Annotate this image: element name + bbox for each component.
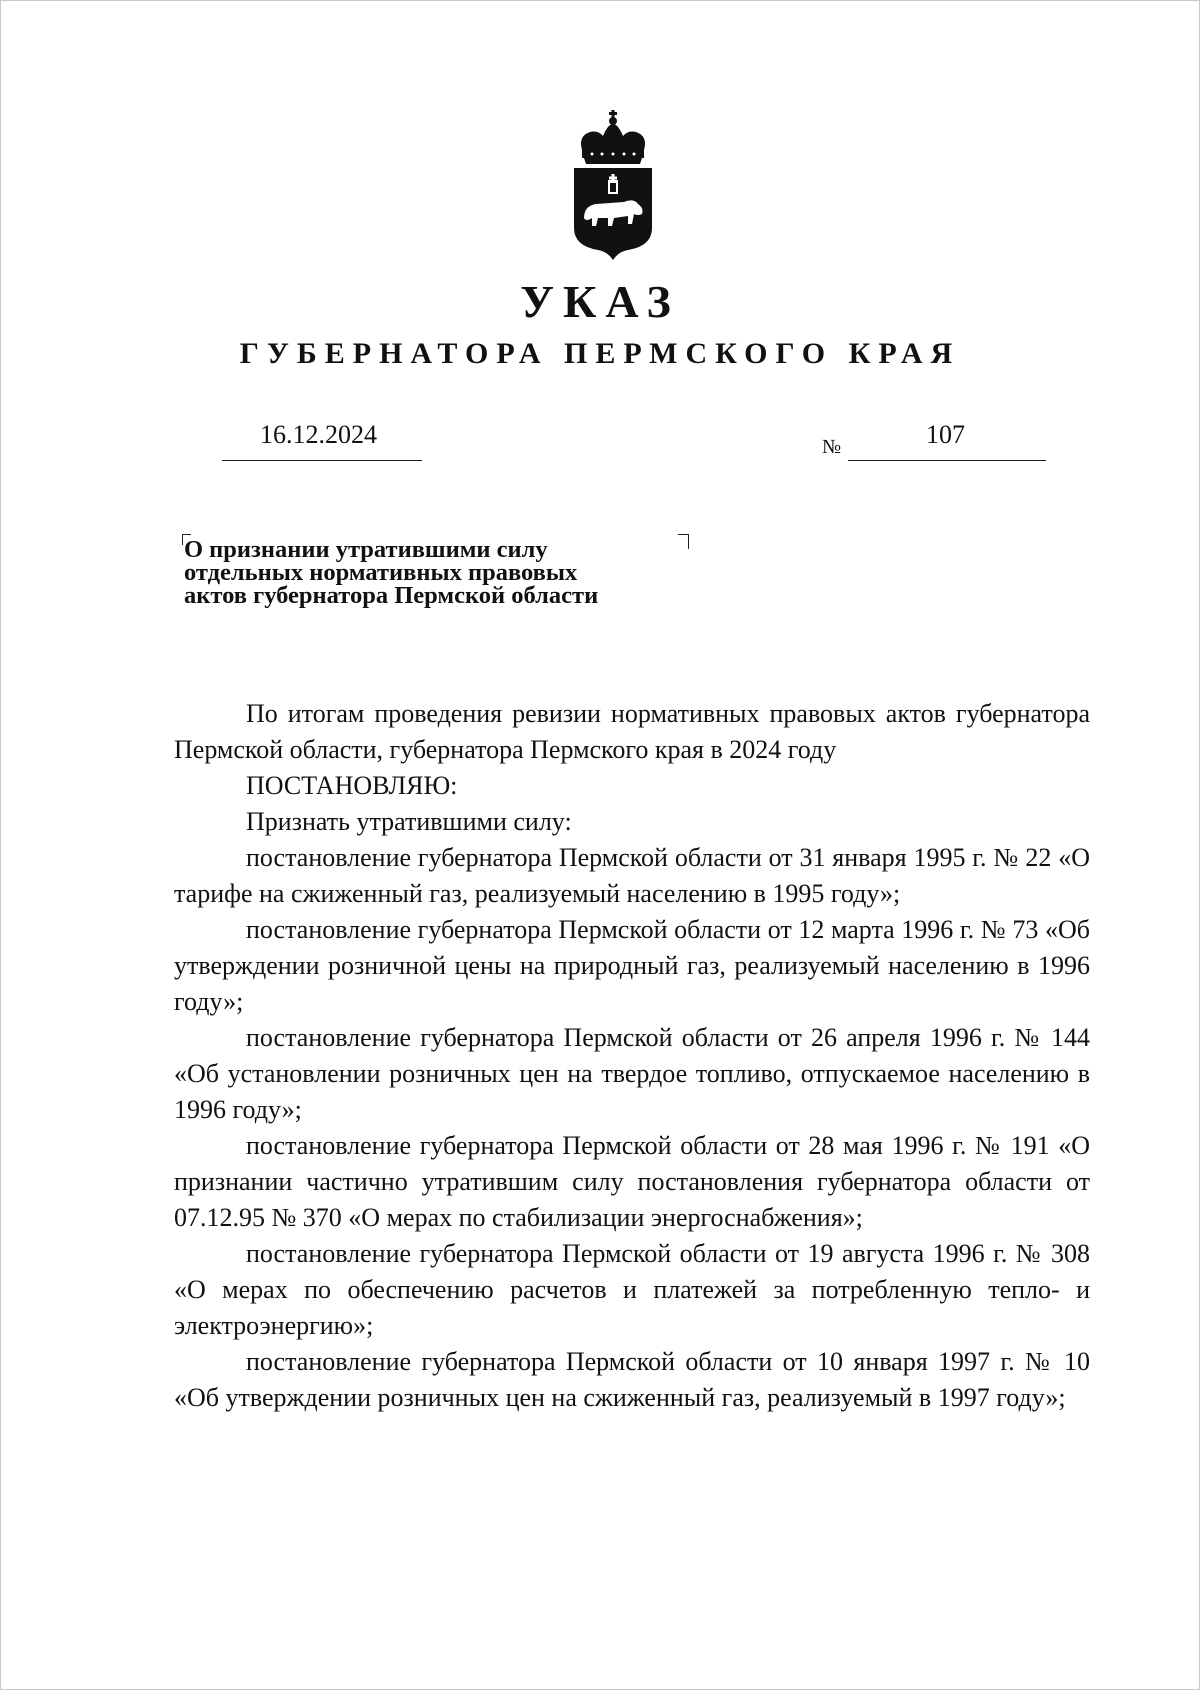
date-underline <box>222 460 422 461</box>
document-subtitle: ГУБЕРНАТОРА ПЕРМСКОГО КРАЯ <box>239 337 961 370</box>
repealed-act-item: постановление губернатора Пермской области от 28 мая 1996 г. № 191 «О признании частично утратившим силу постановления губернатора области от 07.12.95 № 370 «О мерах по стабилизации энергоснабжения»; <box>174 1131 1090 1232</box>
decree-body <box>174 696 1090 1416</box>
heading-line: О признании утратившими силу <box>184 536 548 563</box>
number-underline <box>848 460 1046 461</box>
heading-line: отдельных нормативных правовых <box>184 559 578 586</box>
decree-word: ПОСТАНОВЛЯЮ: <box>246 771 458 800</box>
repealed-act-item: постановление губернатора Пермской области от 26 апреля 1996 г. № 144 «Об установлении розничных цен на твердое топливо, отпускаемое населению в 1996 году»; <box>174 1023 1090 1124</box>
repealed-act-item: постановление губернатора Пермской области от 19 августа 1996 г. № 308 «О мерах по обеспечению расчетов и платежей за потребленную тепло- и электроэнергию»; <box>174 1239 1090 1340</box>
repealed-act-item: постановление губернатора Пермской области от 31 января 1995 г. № 22 «О тарифе на сжиженный газ, реализуемый населению в 1995 году»; <box>174 843 1090 908</box>
decree-heading <box>184 538 704 607</box>
decree-number: 107 <box>926 420 965 449</box>
decree-date: 16.12.2024 <box>260 420 377 449</box>
document-title: УКАЗ <box>520 276 680 327</box>
date-field <box>222 418 422 464</box>
perm-krai-coat-of-arms-icon <box>568 110 658 260</box>
preamble-paragraph: По итогам проведения ревизии нормативных правовых актов губернатора Пермской области, губернатора Пермского края в 2024 году <box>174 699 1090 764</box>
number-field <box>822 418 1046 464</box>
heading-line: актов губернатора Пермской области <box>184 582 599 609</box>
repealed-act-item: постановление губернатора Пермской области от 12 марта 1996 г. № 73 «Об утверждении розничной цены на природный газ, реализуемый населению в 1996 году»; <box>174 915 1090 1016</box>
number-sign: № <box>822 436 842 458</box>
repealed-act-item: постановление губернатора Пермской области от 10 января 1997 г. № 10 «Об утверждении розничных цен на сжиженный газ, реализуемый в 1997 году»; <box>174 1347 1090 1412</box>
repeal-intro: Признать утратившими силу: <box>246 807 572 836</box>
